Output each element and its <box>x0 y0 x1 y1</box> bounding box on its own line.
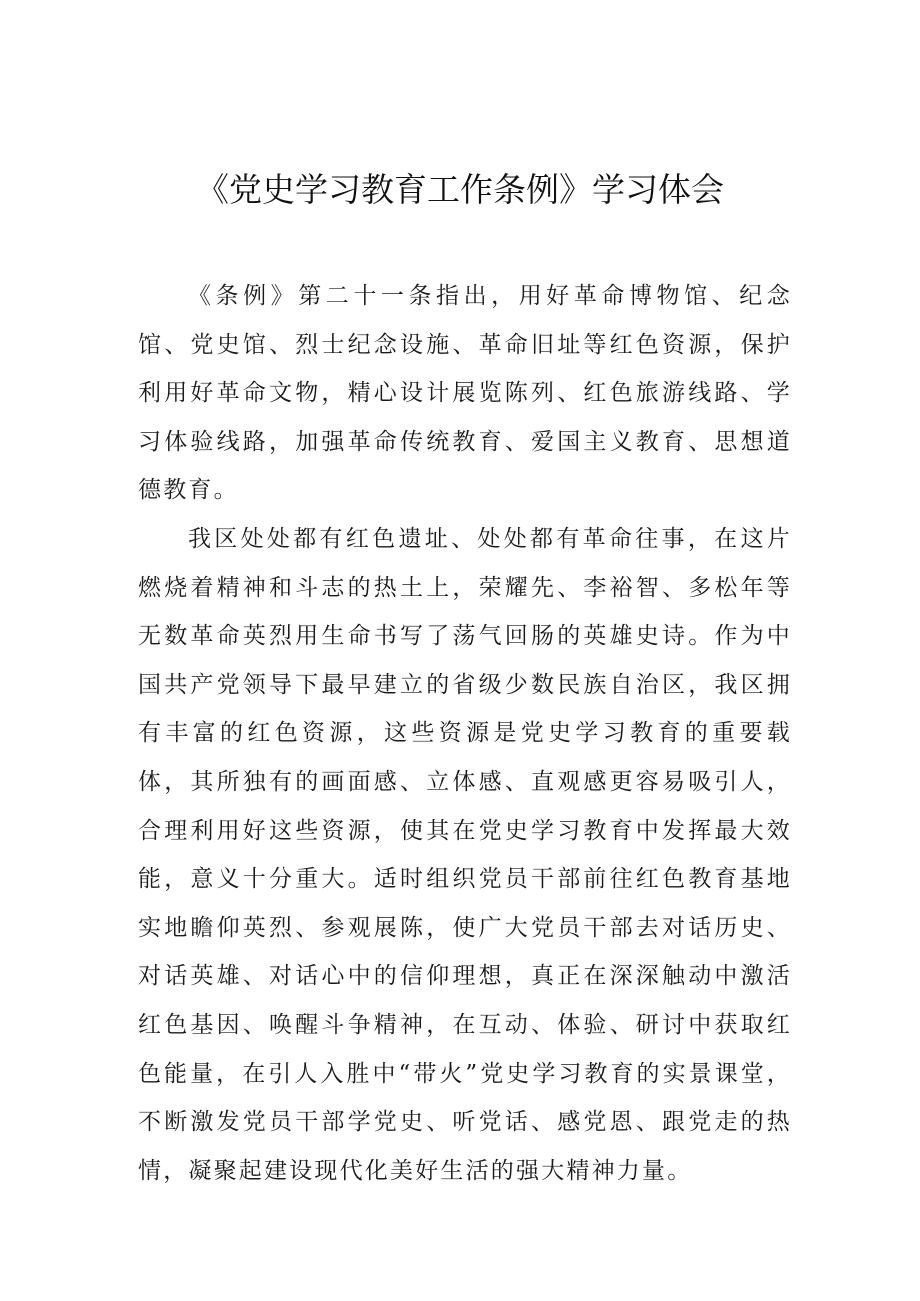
paragraph-1: 《条例》第二十一条指出，用好革命博物馆、纪念馆、党史馆、烈士纪念设施、革命旧址等红色资源，保护利用好革命文物，精心设计展览陈列、红色旅游线路、学习体验线路，加强革命传统教育、爱国主义教育、思想道德教育。 <box>138 283 792 504</box>
document-body <box>138 272 792 1195</box>
document-title: 《党史学习教育工作条例》学习体会 <box>196 170 724 209</box>
paragraph-2: 我区处处都有红色遗址、处处都有革命往事，在这片燃烧着精神和斗志的热土上，荣耀先、李裕智、多松年等无数革命英烈用生命书写了荡气回肠的英雄史诗。作为中国共产党领导下最早建立的省级少数民族自治区，我区拥有丰富的红色资源，这些资源是党史学习教育的重要载体，其所独有的画面感、立体感、直观感更容易吸引人，合理利用好这些资源，使其在党史学习教育中发挥最大效能，意义十分重大。适时组织党员干部前往红色教育基地实地瞻仰英烈、参观展陈，使广大党员干部去对话历史、对话英雄、对话心中的信仰理想，真正在深深触动中激活红色基因、唤醒斗争精神，在互动、体验、研讨中获取红色能量，在引人入胜中“带火”党史学习教育的实景课堂，不断激发党员干部学党史、听党话、感党恩、跟党走的热情，凝聚起建设现代化美好生活的强大精神力量。 <box>138 525 792 1184</box>
